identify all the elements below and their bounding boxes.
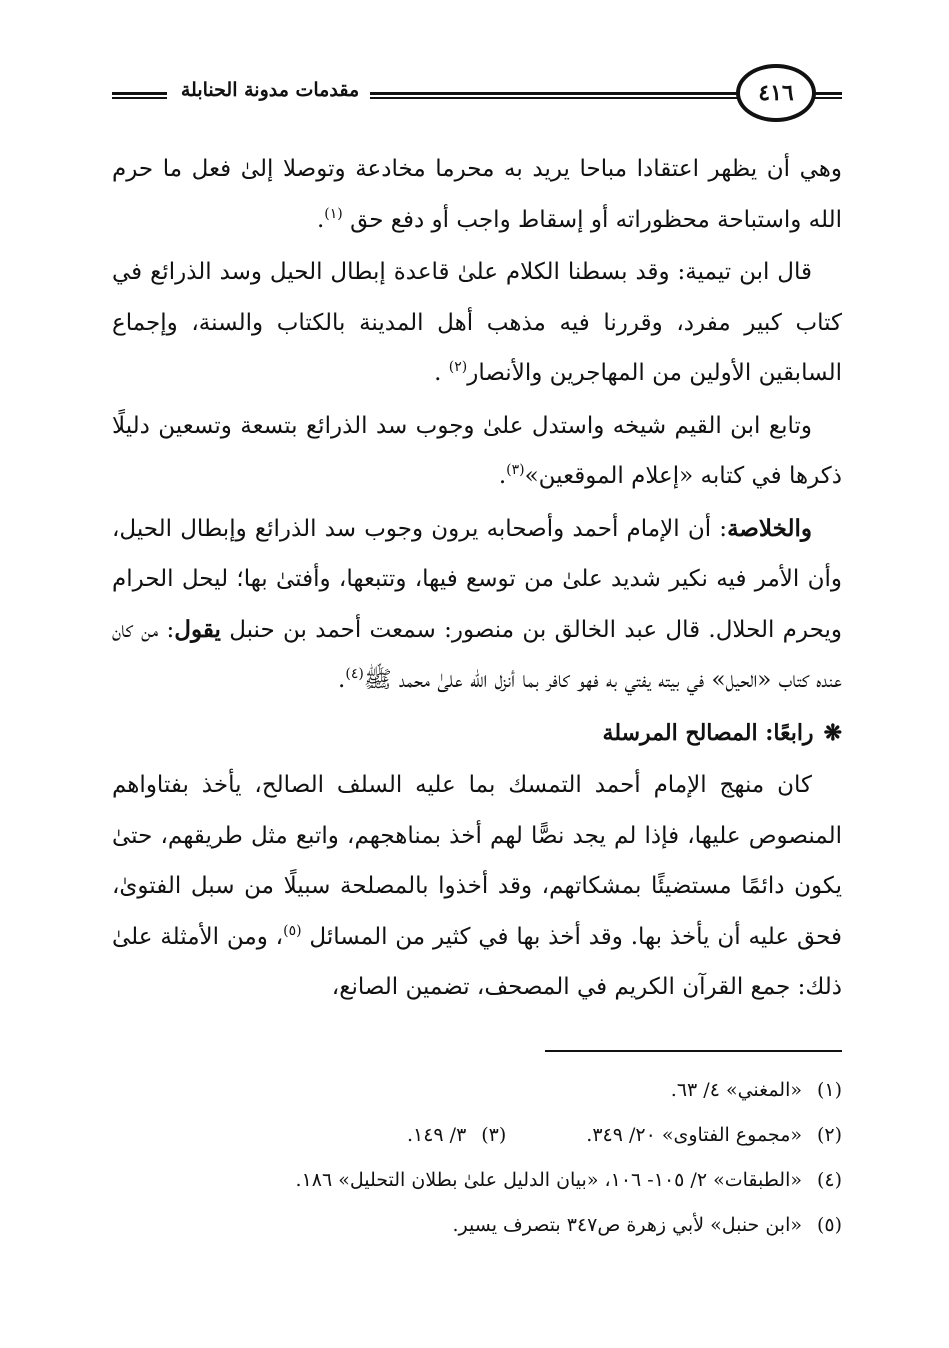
footnote: (٢) «مجموع الفتاوى» ٢٠/ ٣٤٩. (٣) ٣/ ١٤٩. bbox=[406, 1124, 842, 1146]
header-rule-middle bbox=[370, 92, 740, 99]
star-icon: ❋ bbox=[823, 719, 842, 746]
page-number: ٤١٦ bbox=[758, 80, 794, 106]
paragraph-lead: والخلاصة bbox=[727, 514, 812, 542]
footnote: (١) «المغني» ٤/ ٦٣. bbox=[670, 1079, 842, 1101]
running-title: مقدمات مدونة الحنابلة bbox=[180, 79, 360, 101]
footnotes bbox=[112, 1068, 842, 1248]
footnote: (٥) «ابن حنبل» لأبي زهرة ص٣٤٧ بتصرف يسير. bbox=[452, 1214, 842, 1236]
footnote-ref: (٣) bbox=[506, 462, 525, 478]
header-rule-left bbox=[112, 92, 167, 99]
paragraph: وهي أن يظهر اعتقادا مباحا يريد به محرما مخادعة وتوصلا إلىٰ فعل ما حرم الله واستباحة محظوراته أو إسقاط واجب أو دفع حق $^{(١)}$. bbox=[112, 156, 842, 233]
footnote: (٤) «الطبقات» ٢/ ١٠٥- ١٠٦، «بيان الدليل علىٰ بطلان التحليل» ١٨٦. bbox=[295, 1169, 842, 1191]
running-header bbox=[112, 62, 842, 126]
footnote-separator bbox=[545, 1050, 842, 1052]
footnote-ref: (١) bbox=[324, 205, 343, 222]
header-rule-right bbox=[814, 92, 842, 99]
footnote-ref: (٤) bbox=[345, 666, 364, 682]
paragraph: كان منهج الإمام أحمد التمسك بما عليه السلف الصالح، يأخذ بفتاواهم المنصوص عليها، فإذا لم يجد نصًّا لهم أخذ بمناهجهم، واتبع مثل طريقهم، حتىٰ يكون دائمًا مستضيئًا بمشكاتهم، وقد أخذوا بالمصلحة سبيلًا من سبل الفتوىٰ، فحق عليه أن يأخذ بها. وقد أخذ بها في كثير من المسائل $^{(٥)}$، ومن الأمثلة علىٰ ذلك: جمع القرآن الكريم في المصحف، تضمين الصانع، bbox=[112, 772, 843, 1000]
footnote-ref: (٢) bbox=[448, 359, 468, 375]
paragraph: وتابع ابن القيم شيخه واستدل علىٰ وجوب سد الذرائع بتسعة وتسعين دليلًا ذكرها في كتابه «إعلام الموقعين»$^{(٣)}$. bbox=[112, 412, 842, 489]
main-text bbox=[112, 144, 842, 1015]
section-heading: ❋رابعًا: المصالح المرسلة bbox=[602, 719, 842, 746]
paragraph: قال ابن تيمية: وقد بسطنا الكلام علىٰ قاعدة إبطال الحيل وسد الذرائع في كتاب كبير مفرد، وقررنا فيه مذهب أهل المدينة بالكتاب والسنة، وإجماع السابقين الأولين من المهاجرين والأنصار$^{(٢)}$ . bbox=[112, 259, 842, 386]
footnote-ref: (٥) bbox=[283, 922, 302, 939]
paragraph: والخلاصة: أن الإمام أحمد وأصحابه يرون وجوب سد الذرائع وإبطال الحيل، وأن الأمر فيه نكير شديد علىٰ من توسع فيها، وتتبعها، وأفتىٰ بها؛ ليحل الحرام ويحرم الحلال. قال عبد الخالق بن منصور: سمعت أحمد بن حنبل يقول: من كان عنده كتاب «الحيل» في بيته يفتي به فهو كافر بما أنزل الله علىٰ محمد ﷺ$^{(٤)}$. bbox=[112, 514, 842, 693]
page-number-badge bbox=[736, 64, 816, 122]
